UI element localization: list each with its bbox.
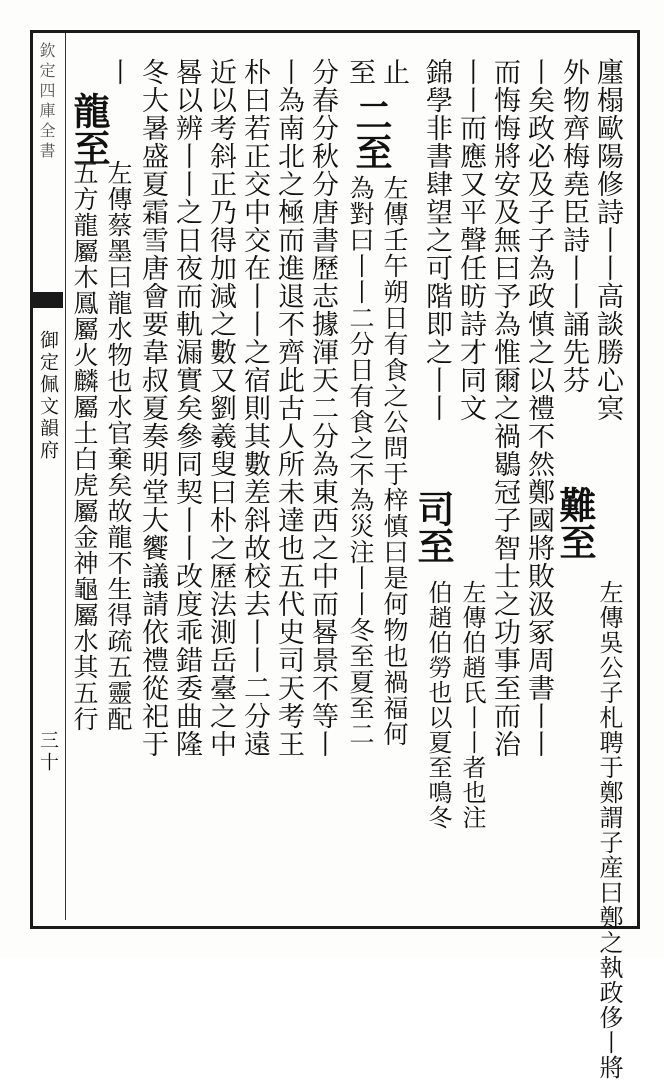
- margin-page-number: 三十: [37, 730, 59, 774]
- text-column-9: 分春分秋分唐書歷志據渾天二分為東西之中而晷景不等丨: [307, 58, 338, 758]
- fishtail-mark: [33, 292, 63, 308]
- text-column-8: 至: [344, 58, 375, 86]
- text-column-3: 丨矣政必及子子為政慎之以禮不然鄭國將敗汲冢周書丨丨: [523, 58, 554, 758]
- annotation-si-zhi: 伯趙伯勞也以夏至鳴冬: [419, 580, 451, 910]
- margin-title: 御定佩文韻府: [37, 330, 59, 462]
- headword-long-zhi: 龍至: [67, 92, 111, 166]
- text-column-14: 冬大暑盛夏霜雪唐會要韋叔夏奏明堂大饗議請依禮從祀于: [137, 58, 168, 758]
- text-column-1: 廛榻歐陽修詩丨丨高談勝心㝠: [592, 58, 623, 422]
- annotation-long-zhi-1: 左傳蔡墨曰龍水物也水官棄矣故龍不生得疏五靈配: [104, 160, 133, 732]
- text-column-2: 外物齊梅堯臣詩丨丨誦先芬: [558, 58, 589, 394]
- text-column-11: 朴曰若正交中交在丨丨之宿則其數差斜故校去丨丨二分遠: [239, 58, 270, 758]
- text-column-10: 丨為南北之極而進退不齊此古人所未達也五代史司天考王: [273, 58, 304, 758]
- text-column-16: 五方龍屬木鳳屬火麟屬土白虎屬金神龜屬水其五行: [70, 160, 99, 732]
- margin-top-fragment: 欽定四庫全書: [37, 42, 56, 162]
- text-column-4: 而悔悔將安及無曰予為惟爾之禍鶡冠子智士之功事至而治: [489, 58, 520, 758]
- text-column-13: 晷以辨丨丨之日夜而軌漏實矣參同契丨丨改度乖錯委曲隆: [171, 58, 202, 758]
- text-column-15: 丨: [102, 58, 133, 86]
- annotation-er-zhi-1: 左傳壬午朔日有食之公問于梓慎曰是何物也禍福何: [380, 175, 409, 747]
- top-rule: [30, 30, 634, 33]
- text-column-6: 錦學非書肆望之可階即之丨丨: [421, 58, 452, 422]
- text-column-7: 止: [378, 58, 409, 86]
- headword-er-zhi: 二至: [349, 96, 393, 170]
- text-column-12: 近以考斜正乃得加減之數又劉羲叟曰朴之歷法測岳臺之中: [205, 58, 236, 758]
- text-column-5: 丨丨而應又平聲任昉詩才同文: [455, 58, 486, 422]
- annotation-nan-zhi: 左傳吳公子札聘于鄭謂子産曰鄭之執政侈丨將: [590, 580, 622, 920]
- annotation-er-zhi-2: 為對曰丨丨二分日有食之不為災注丨丨冬至夏至二: [346, 175, 375, 747]
- headword-si-zhi: 司至: [411, 490, 455, 564]
- annotation-si-zhi-head: 左傳伯趙氏丨丨者也注: [453, 580, 485, 910]
- headword-nan-zhi: 難至: [560, 486, 602, 570]
